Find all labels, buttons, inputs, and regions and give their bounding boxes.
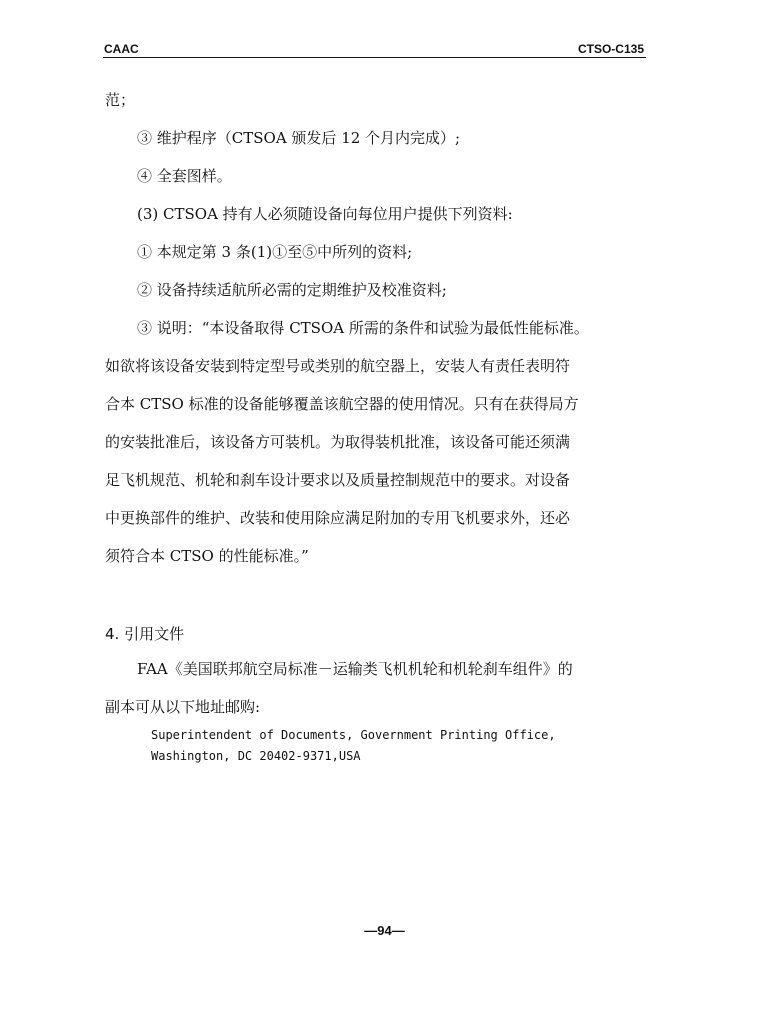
page-number: —94— [364, 923, 405, 938]
header-rule [103, 57, 646, 58]
body-line: ④ 全套图样。 [137, 167, 232, 185]
body-line: ② 设备持续适航所必需的定期维护及校准资料; [137, 281, 447, 299]
body-line: ③ 维护程序（CTSOA 颁发后 12 个月内完成）; [137, 129, 461, 147]
body-line: 合本 CTSO 标准的设备能够覆盖该航空器的使用情况。只有在获得局方 [105, 395, 579, 413]
body-line: ③ 说明：“本设备取得 CTSOA 所需的条件和试验为最低性能标准。 [137, 319, 589, 337]
body-line: 如欲将该设备安装到特定型号或类别的航空器上，安装人有责任表明符 [105, 357, 571, 375]
body-line: 须符合本 CTSO 的性能标准。” [105, 547, 309, 565]
section-paragraph-line: FAA《美国联邦航空局标准－运输类飞机机轮和机轮刹车组件》的 [137, 660, 573, 678]
address-line: Washington, DC 20402-9371,USA [151, 749, 361, 763]
section-paragraph-line: 副本可从以下地址邮购: [105, 698, 261, 716]
body-line: (3) CTSOA 持有人必须随设备向每位用户提供下列资料: [137, 205, 513, 223]
body-line: 足飞机规范、机轮和刹车设计要求以及质量控制规范中的要求。对设备 [105, 471, 571, 489]
body-line: 中更换部件的维护、改装和使用除应满足附加的专用飞机要求外，还必 [105, 509, 571, 527]
section-heading: 4. 引用文件 [105, 625, 185, 643]
body-line: ① 本规定第 3 条(1)①至⑤中所列的资料; [137, 243, 413, 261]
header-left-label: CAAC [104, 42, 139, 56]
body-line: 范； [105, 91, 136, 109]
body-line: 的安装批准后，该设备方可装机。为取得装机批准，该设备可能还须满 [105, 433, 571, 451]
header-right-label: CTSO-C135 [577, 42, 644, 56]
address-line: Superintendent of Documents, Government Printing Office, [151, 728, 556, 742]
